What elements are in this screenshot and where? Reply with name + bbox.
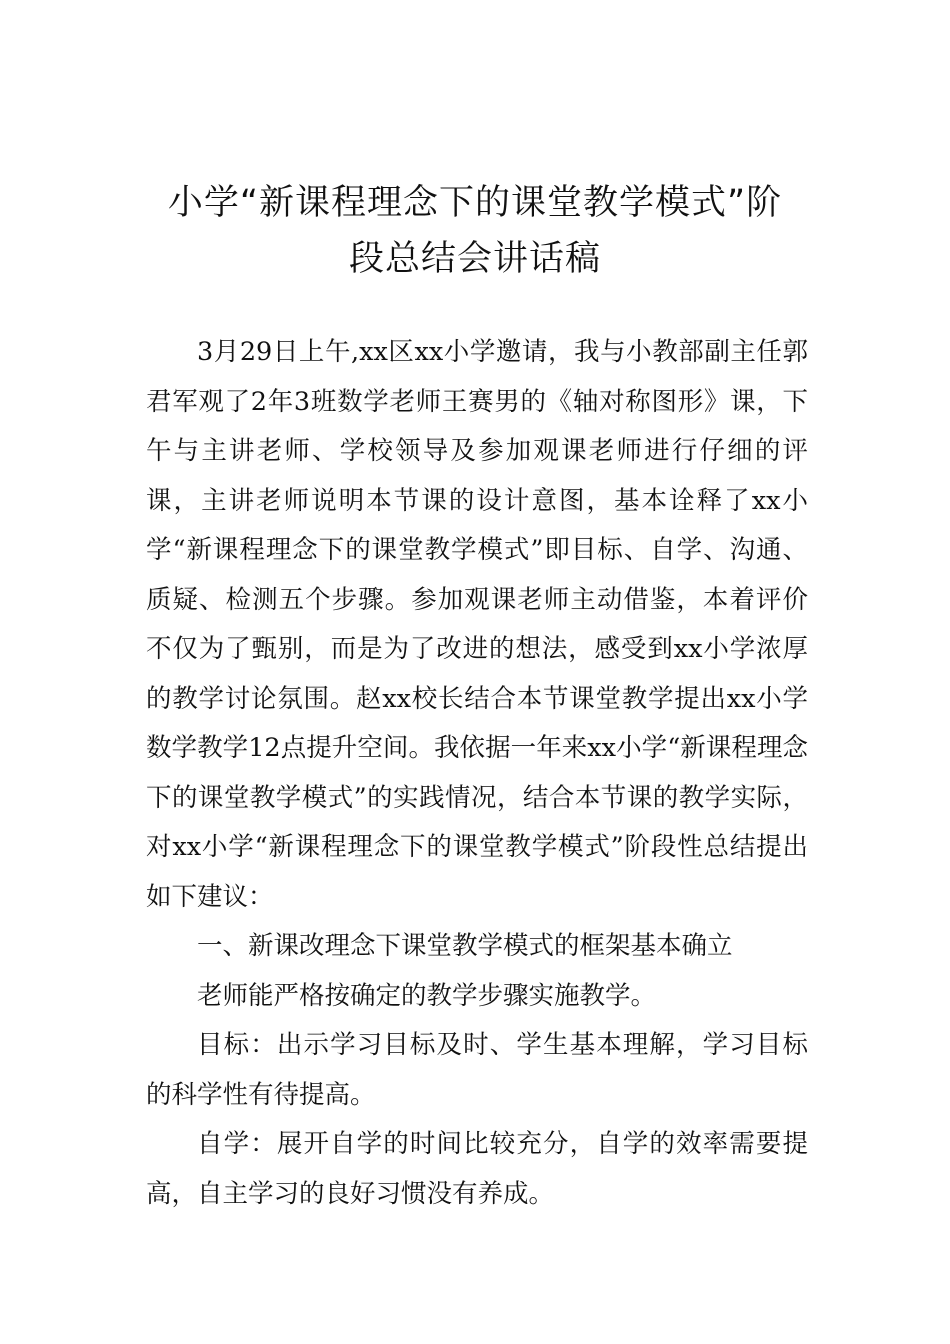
paragraph-self-study: 自学：展开自学的时间比较充分，自学的效率需要提高，自主学习的良好习惯没有养成。 [146,1129,808,1209]
document-body [146,328,808,1219]
section-heading-1: 一、新课改理念下课堂教学模式的框架基本确立 [197,931,733,961]
paragraph: 老师能严格按确定的教学步骤实施教学。 [197,980,657,1011]
title-line-2: 段总结会讲话稿 [348,239,601,279]
paragraph-intro: 3月29日上午,xx区xx小学邀请，我与小教部副主任郭君军观了2年3班数学老师王赛男的《轴对称图形》课，下午与主讲老师、学校领导及参加观课老师进行仔细的评课，主讲老师说明本节课的设计意图，基本诠释了xx小学“新课程理念下的课堂教学模式”即目标、自学、沟通、质疑、检测五个步骤。参加观课老师主动借鉴，本着评价不仅为了甄别，而是为了改进的想法，感受到xx小学浓厚的教学讨论氛围。赵xx校长结合本节课堂教学提出xx小学数学教学12点提升空间。我依据一年来xx小学“新课程理念下的课堂教学模式”的实践情况，结合本节课的教学实际，对xx小学“新课程理念下的课堂教学模式”阶段性总结提出如下建议： [146,337,808,912]
paragraph-goal: 目标：出示学习目标及时、学生基本理解，学习目标的科学性有待提高。 [146,1030,808,1110]
title-line-1: 小学“新课程理念下的课堂教学模式”阶 [167,183,783,223]
document-title [100,175,850,287]
